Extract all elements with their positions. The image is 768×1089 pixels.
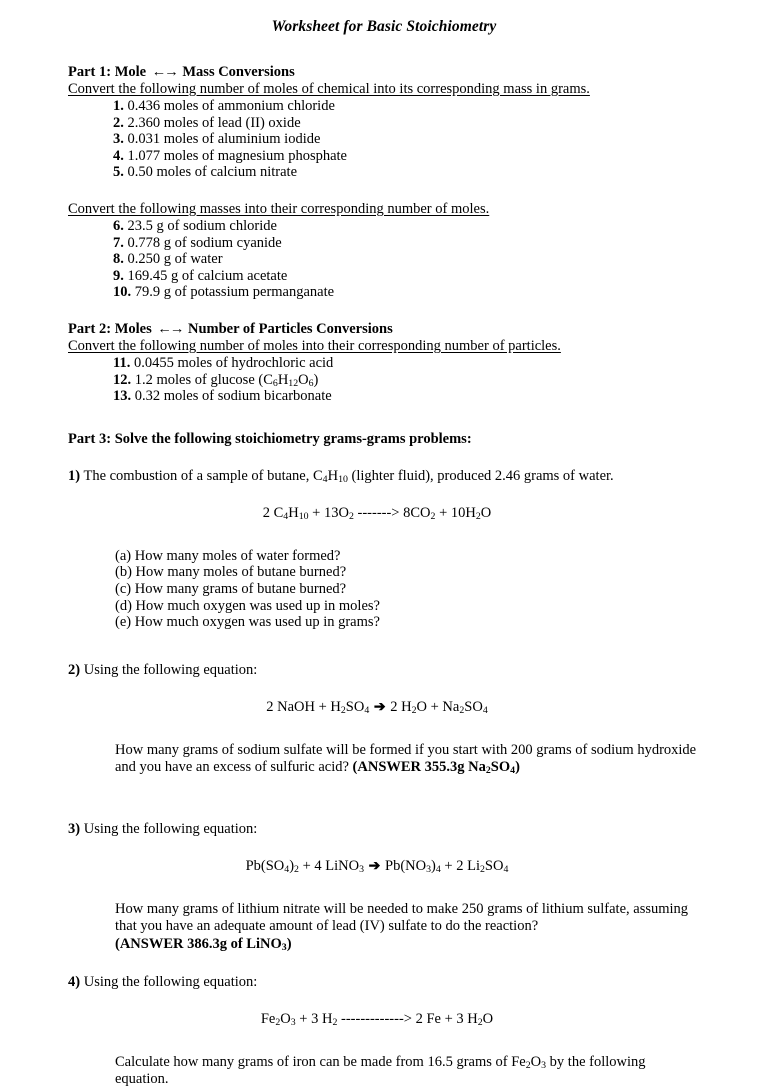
formula-subscript: 2 <box>480 864 485 876</box>
list-item <box>113 251 706 268</box>
spacer <box>68 448 706 468</box>
reaction-arrow-icon: -------------> <box>337 1010 416 1027</box>
formula-subscript: 2 <box>411 704 417 716</box>
spacer <box>68 181 706 201</box>
reaction-arrow-icon: ➔ <box>368 858 381 874</box>
formula-part: O <box>530 1053 542 1070</box>
item-text: 23.5 g of sodium chloride <box>127 217 277 234</box>
spacer <box>68 875 706 901</box>
formula-part: ) <box>313 371 319 388</box>
part1-list-b <box>68 218 706 301</box>
problem-1-subquestion: (a) How many moles of water formed? <box>115 547 341 564</box>
reaction-arrow-icon: ➔ <box>373 699 386 715</box>
eq-part: SO <box>464 698 483 715</box>
problem-2-statement <box>68 662 706 679</box>
answer-pre: (ANSWER 355.3g Na <box>352 759 486 776</box>
formula-subscript: 2 <box>348 510 354 522</box>
eq-part: + 2 Li <box>440 857 480 874</box>
formula-subscript: 12 <box>288 377 299 389</box>
item-number: 5. <box>113 164 124 181</box>
left-right-arrow-icon: ←→ <box>157 320 183 337</box>
formula-part: H <box>277 371 289 388</box>
item-text: 0.32 moles of sodium bicarbonate <box>134 388 332 405</box>
problem-3-answer <box>115 936 292 952</box>
list-item <box>113 115 706 132</box>
formula-subscript: 2 <box>340 704 346 716</box>
problem-3-body <box>68 901 700 954</box>
part1-instruction-b <box>68 201 706 218</box>
spacer <box>68 485 706 505</box>
item-text: 0.250 g of water <box>127 251 223 268</box>
formula-subscript: 6 <box>272 377 278 389</box>
part1-instruction-a <box>68 81 706 98</box>
part1-heading-post: Mass Conversions <box>178 64 295 80</box>
answer-post: ) <box>515 759 520 776</box>
spacer <box>68 301 706 321</box>
spacer <box>68 405 706 431</box>
spacer <box>68 838 706 858</box>
problem-1-subquestion: (e) How much oxygen was used up in grams? <box>115 614 380 631</box>
answer-post: ) <box>286 936 292 953</box>
formula-subscript: 2 <box>332 1016 338 1028</box>
part3-heading: Part 3: Solve the following stoichiometry grams-grams problems: <box>68 430 472 447</box>
formula-subscript: 4 <box>435 864 441 876</box>
item-number: 9. <box>113 267 124 284</box>
item-number: 7. <box>113 234 124 251</box>
list-item <box>113 218 706 235</box>
problem-4-equation <box>68 1011 706 1028</box>
item-number: 10. <box>113 284 132 301</box>
problem-3-statement <box>68 821 706 838</box>
item-text: 2.360 moles of lead (II) oxide <box>127 114 301 131</box>
formula-part: O <box>298 371 309 388</box>
item-text: 0.50 moles of calcium nitrate <box>127 164 298 181</box>
list-item <box>113 388 706 405</box>
formula-subscript: 4 <box>322 473 328 485</box>
formula-subscript: 4 <box>283 510 289 522</box>
eq-part: ) <box>431 857 436 874</box>
spacer <box>68 631 706 662</box>
item-number: 6. <box>113 217 124 234</box>
part2-heading-pre: Part 2: Moles <box>68 320 156 337</box>
problem-2-answer <box>353 759 520 775</box>
problem-1-subquestion: (d) How much oxygen was used up in moles? <box>115 597 380 614</box>
formula-subscript: 4 <box>364 704 370 716</box>
eq-part: SO <box>345 698 365 715</box>
part1-heading <box>68 64 706 81</box>
list-item <box>113 355 706 372</box>
formula-subscript: 10 <box>338 473 348 485</box>
list-item <box>113 284 706 301</box>
eq-part: 2 C <box>262 504 284 521</box>
item-text: 169.45 g of calcium acetate <box>127 267 288 284</box>
formula-subscript: 3 <box>281 942 287 954</box>
part2-list <box>68 355 706 405</box>
eq-part: Fe <box>260 1010 276 1027</box>
spacer <box>68 679 706 699</box>
formula-subscript: 2 <box>459 704 465 716</box>
eq-part: 8CO <box>403 504 431 521</box>
item-number: 13. <box>113 388 132 405</box>
spacer <box>68 716 706 742</box>
problem-4-statement <box>68 974 706 991</box>
formula-subscript: 10 <box>298 510 309 522</box>
problem-4-body-text: Calculate how many grams of iron can be made from 16.5 grams of Fe <box>115 1053 526 1070</box>
eq-part: O <box>482 1010 494 1027</box>
item-number: 3. <box>113 131 124 148</box>
eq-part: + 3 H <box>295 1010 333 1027</box>
eq-part: + 4 LiNO <box>298 857 360 874</box>
left-right-arrow-icon: ←→ <box>151 64 177 80</box>
formula-part: H <box>327 467 339 484</box>
formula-subscript: 3 <box>290 1016 296 1028</box>
spacer <box>68 808 706 821</box>
eq-part: O <box>280 1010 291 1027</box>
eq-part: Pb(SO <box>245 857 285 874</box>
eq-part: 2 H <box>386 698 412 715</box>
eq-part: O + Na <box>416 698 460 715</box>
problem-2-equation <box>68 699 706 716</box>
part2-instruction <box>68 338 706 355</box>
problem-3-equation <box>68 858 706 875</box>
item-text: 0.778 g of sodium cyanide <box>127 234 282 251</box>
formula-subscript: 4 <box>482 704 488 716</box>
part1-list-a <box>68 98 706 181</box>
item-number: 1. <box>113 98 124 114</box>
problem-number: 3) <box>68 820 81 837</box>
problem-4-body-text-post: by the following equation. <box>115 1053 646 1088</box>
formula-subscript: 2 <box>294 864 299 876</box>
formula-subscript: 2 <box>485 765 491 777</box>
problem-1-equation <box>68 505 706 522</box>
part1-instruction-b-text: Convert the following masses into their corresponding number of moles. <box>68 200 490 217</box>
answer-pre: (ANSWER 386.3g of LiNO <box>115 936 282 953</box>
eq-part: SO <box>484 857 504 874</box>
eq-part: + 10H <box>435 504 476 521</box>
problem-number: 1) <box>68 467 81 484</box>
eq-part: O <box>480 504 492 521</box>
part2-heading-post: Number of Particles Conversions <box>184 320 393 337</box>
formula-subscript: 3 <box>541 1059 547 1071</box>
eq-part: 2 NaOH + H <box>266 698 341 715</box>
formula-subscript: 3 <box>426 864 432 876</box>
item-number: 8. <box>113 251 124 268</box>
problem-text: Using the following equation: <box>80 820 258 837</box>
item-number: 2. <box>113 114 124 131</box>
problem-1-statement <box>68 468 706 485</box>
list-item <box>113 235 706 252</box>
part2-instruction-text: Convert the following number of moles into their corresponding number of particles. <box>68 337 561 354</box>
eq-part: Pb(NO <box>381 857 427 874</box>
problem-text-post: (lighter fluid), produced 2.46 grams of water. <box>347 467 614 484</box>
formula-subscript: 4 <box>510 765 516 777</box>
list-item <box>113 164 706 181</box>
formula-subscript: 2 <box>275 1016 281 1028</box>
list-item <box>113 372 706 389</box>
item-text: 1.2 moles of glucose (C <box>134 371 273 388</box>
problem-4-body <box>68 1054 700 1089</box>
item-number: 4. <box>113 147 124 164</box>
formula-subscript: 4 <box>503 864 509 876</box>
problem-text: Using the following equation: <box>80 661 258 678</box>
problem-text: Using the following equation: <box>80 973 258 990</box>
item-text: 79.9 g of potassium permanganate <box>134 284 335 301</box>
problem-2-body <box>68 742 700 777</box>
item-number: 11. <box>113 354 131 371</box>
formula-subscript: 2 <box>525 1059 531 1071</box>
problem-1-subquestion: (c) How many grams of butane burned? <box>115 580 347 597</box>
list-item <box>113 131 706 148</box>
formula-subscript: 6 <box>308 377 314 389</box>
part1-instruction-a-text: Convert the following number of moles of chemical into its corresponding mass in grams. <box>68 81 590 97</box>
spacer <box>68 954 706 974</box>
spacer <box>68 777 706 808</box>
page-title: Worksheet for Basic Stoichiometry <box>271 18 497 35</box>
item-text: 0.0455 moles of hydrochloric acid <box>133 354 334 371</box>
eq-part: 2 Fe + 3 H <box>415 1010 478 1027</box>
formula-subscript: 3 <box>359 864 365 876</box>
problem-3-body-text: How many grams of lithium nitrate will be needed to make 250 grams of lithium sulfate, assuming that you have an adequate amount of lead (IV) sulfate to do the reaction? <box>115 900 689 935</box>
reaction-arrow-icon: -------> <box>353 504 404 521</box>
problem-text-pre: The combustion of a sample of butane, C <box>80 467 323 484</box>
part1-heading-pre: Part 1: Mole <box>68 64 150 80</box>
formula-subscript: 2 <box>430 510 436 522</box>
problem-1-subquestion: (b) How many moles of butane burned? <box>115 564 347 581</box>
list-item <box>113 98 706 115</box>
problem-2-body-text: How many grams of sodium sulfate will be formed if you start with 200 grams of sodium hydroxide and you have an excess of sulfuric acid? <box>115 741 697 776</box>
problem-number: 4) <box>68 973 81 990</box>
eq-part: H <box>288 504 299 521</box>
answer-mid: SO <box>490 759 511 776</box>
eq-part: ) <box>289 857 295 874</box>
list-item <box>113 268 706 285</box>
part2-heading <box>68 321 706 338</box>
spacer <box>68 1028 706 1054</box>
formula-subscript: 2 <box>475 510 481 522</box>
item-number: 12. <box>113 371 132 388</box>
eq-part: + 13O <box>308 504 349 521</box>
list-item <box>113 148 706 165</box>
item-text: 1.077 moles of magnesium phosphate <box>127 147 347 164</box>
item-text: 0.031 moles of aluminium iodide <box>127 131 321 148</box>
formula-subscript: 2 <box>477 1016 483 1028</box>
problem-number: 2) <box>68 661 81 678</box>
spacer <box>68 522 706 548</box>
item-text: 0.436 moles of ammonium chloride <box>127 98 335 114</box>
formula-subscript: 4 <box>284 864 290 876</box>
